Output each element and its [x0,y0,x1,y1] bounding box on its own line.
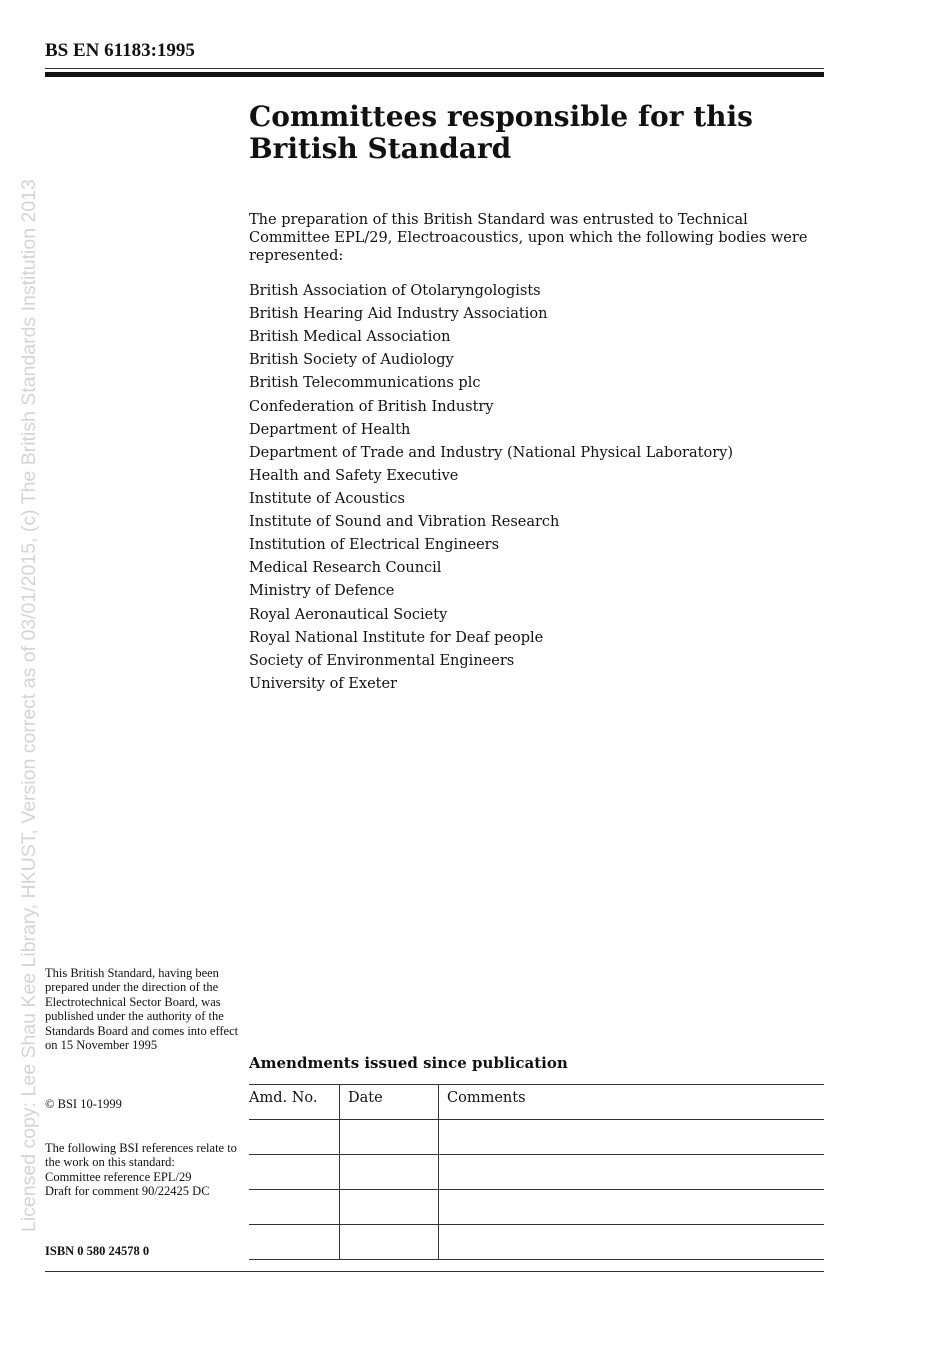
table-cell [249,1225,340,1260]
represented-bodies-list [249,282,733,698]
license-watermark: Licensed copy: Lee Shau Kee Library, HKUST, Version correct as of 03/01/2015, (c) The British Standards Institution 2013 [18,179,40,1232]
list-item: Society of Environmental Engineers [249,652,515,669]
list-item: Ministry of Defence [249,583,395,600]
header-rule-thin [45,68,824,69]
list-item: Royal Aeronautical Society [249,606,448,623]
table-row [249,1190,824,1225]
table-row [249,1120,824,1155]
table-cell [439,1155,825,1190]
amendments-heading: Amendments issued since publication [249,1054,568,1072]
column-header-amd-no: Amd. No. [249,1085,340,1120]
list-item: British Medical Association [249,329,451,346]
list-item: Medical Research Council [249,560,442,577]
list-item: University of Exeter [249,675,397,692]
list-item: Institution of Electrical Engineers [249,537,500,554]
table-cell [340,1120,439,1155]
column-header-comments: Comments [439,1085,825,1120]
committee-reference: Committee reference EPL/29 [45,1169,192,1184]
table-cell [340,1155,439,1190]
page-title: Committees responsible for this British Standard [249,100,753,165]
references-intro: The following BSI references relate to the work on this standard: [45,1141,237,1170]
list-item: Department of Health [249,421,411,438]
intro-paragraph: The preparation of this British Standard was entrusted to Technical Committee EPL/29, Electroacoustics, upon which the following bodies were represented: [249,212,808,264]
table-cell [439,1190,825,1225]
list-item: Confederation of British Industry [249,398,494,415]
table-row [249,1225,824,1260]
bsi-references [45,1141,240,1199]
table-cell [439,1120,825,1155]
list-item: British Association of Otolaryngologists [249,283,541,299]
table-header-row [249,1085,824,1120]
list-item: British Society of Audiology [249,352,454,369]
list-item: Institute of Acoustics [249,490,405,507]
amendments-table [249,1084,824,1260]
table-cell [249,1120,340,1155]
table-cell [249,1190,340,1225]
list-item: Royal National Institute for Deaf people [249,629,544,646]
header-rule-thick [45,72,824,77]
list-item: British Telecommunications plc [249,375,481,392]
copyright-notice: © BSI 10-1999 [45,1097,122,1111]
draft-reference: Draft for comment 90/22425 DC [45,1184,210,1199]
column-header-date: Date [340,1085,439,1120]
footer-rule [45,1271,824,1272]
table-row [249,1155,824,1190]
list-item: Department of Trade and Industry (National Physical Laboratory) [249,444,733,461]
list-item: Health and Safety Executive [249,467,459,484]
list-item: Institute of Sound and Vibration Research [249,514,560,531]
publication-note: This British Standard, having been prepared under the direction of the Electrotechnical Sector Board, was published under the authority of the Standards Board and comes into effect on 15 November 1995 [45,966,239,1053]
isbn: ISBN 0 580 24578 0 [45,1244,150,1258]
table-cell [340,1225,439,1260]
table-cell [439,1225,825,1260]
table-cell [340,1190,439,1225]
standard-code: BS EN 61183:1995 [45,40,195,61]
list-item: British Hearing Aid Industry Association [249,306,548,323]
table-cell [249,1155,340,1190]
